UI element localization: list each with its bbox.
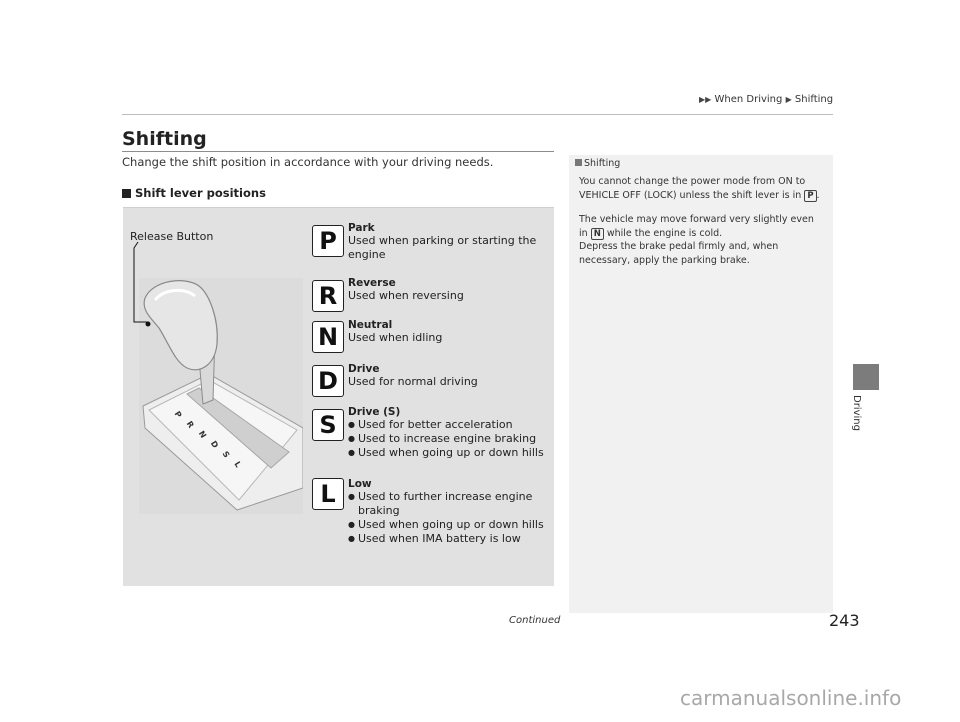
position-description <box>348 222 548 262</box>
position-name: Low <box>348 478 372 490</box>
position-r-icon: R <box>312 280 344 312</box>
note-marker-icon <box>575 159 582 166</box>
position-description <box>348 363 548 389</box>
page-number: 243 <box>829 611 860 630</box>
page-title: Shifting <box>122 128 207 150</box>
position-bullet: ● Used to increase engine braking <box>348 432 548 446</box>
position-bullet: ● Used when going up or down hills <box>348 518 548 532</box>
square-bullet-icon <box>122 189 131 198</box>
arrow-icon: ▶ <box>785 95 792 104</box>
position-text: Used when idling <box>348 331 443 344</box>
position-text: engine <box>348 248 386 261</box>
intro-text: Change the shift position in accordance with your driving needs. <box>122 155 494 169</box>
position-name: Drive <box>348 363 380 375</box>
header-rule <box>122 114 833 115</box>
double-arrow-icon: ▶▶ <box>699 95 712 104</box>
position-l-icon: L <box>312 478 344 510</box>
position-description <box>348 277 548 303</box>
position-n-icon: N <box>312 321 344 353</box>
gate-letter: L <box>232 459 243 470</box>
n-key-icon: N <box>591 228 604 240</box>
position-name: Park <box>348 222 375 234</box>
p-key-icon: P <box>804 190 816 202</box>
chapter-tab-label[interactable]: Driving <box>851 395 862 431</box>
note-paragraph: You cannot change the power mode from ON to VEHICLE OFF (LOCK) unless the shift lever is in P . <box>579 176 820 201</box>
note-paragraph: The vehicle may move forward very slightly even in N while the engine is cold. Depress the brake pedal firmly and, when necessary, apply the parking brake. <box>579 214 814 266</box>
watermark: carmanualsonline.info <box>680 686 902 710</box>
breadcrumb <box>699 94 833 105</box>
position-description <box>348 319 548 345</box>
breadcrumb-item[interactable]: When Driving <box>714 94 783 105</box>
position-s-icon: S <box>312 409 344 441</box>
figure-top-edge <box>123 207 554 208</box>
position-name: Drive (S) <box>348 406 401 418</box>
section-heading: Shift lever positions <box>122 186 266 200</box>
callout-line <box>128 240 158 330</box>
gate-letter: P <box>172 409 184 420</box>
release-button-label: Release Button <box>130 230 214 243</box>
position-bullet: ● Used to further increase engine braking <box>348 490 548 518</box>
position-name: Reverse <box>348 277 396 289</box>
gate-letter: D <box>208 439 220 450</box>
position-bullet: ● Used when going up or down hills <box>348 446 548 460</box>
gate-letters <box>139 278 303 514</box>
position-text: Used when reversing <box>348 289 464 302</box>
position-bullet: ● Used when IMA battery is low <box>348 532 548 546</box>
position-description <box>348 406 548 460</box>
position-text: Used when parking or starting the <box>348 234 537 247</box>
chapter-tab-marker <box>853 364 879 390</box>
gate-letter: R <box>184 419 196 430</box>
position-d-icon: D <box>312 365 344 397</box>
position-description <box>348 478 548 546</box>
note-heading: Shifting <box>575 158 620 169</box>
position-bullet: ● Used for better acceleration <box>348 418 548 432</box>
gate-letter: S <box>220 449 232 460</box>
breadcrumb-item[interactable]: Shifting <box>794 94 834 105</box>
title-rule <box>122 151 554 152</box>
position-p-icon: P <box>312 225 344 257</box>
note-text <box>579 175 825 278</box>
continued-label: Continued <box>509 615 561 626</box>
position-text: Used for normal driving <box>348 375 478 388</box>
position-name: Neutral <box>348 319 393 331</box>
gate-letter: N <box>196 429 208 440</box>
